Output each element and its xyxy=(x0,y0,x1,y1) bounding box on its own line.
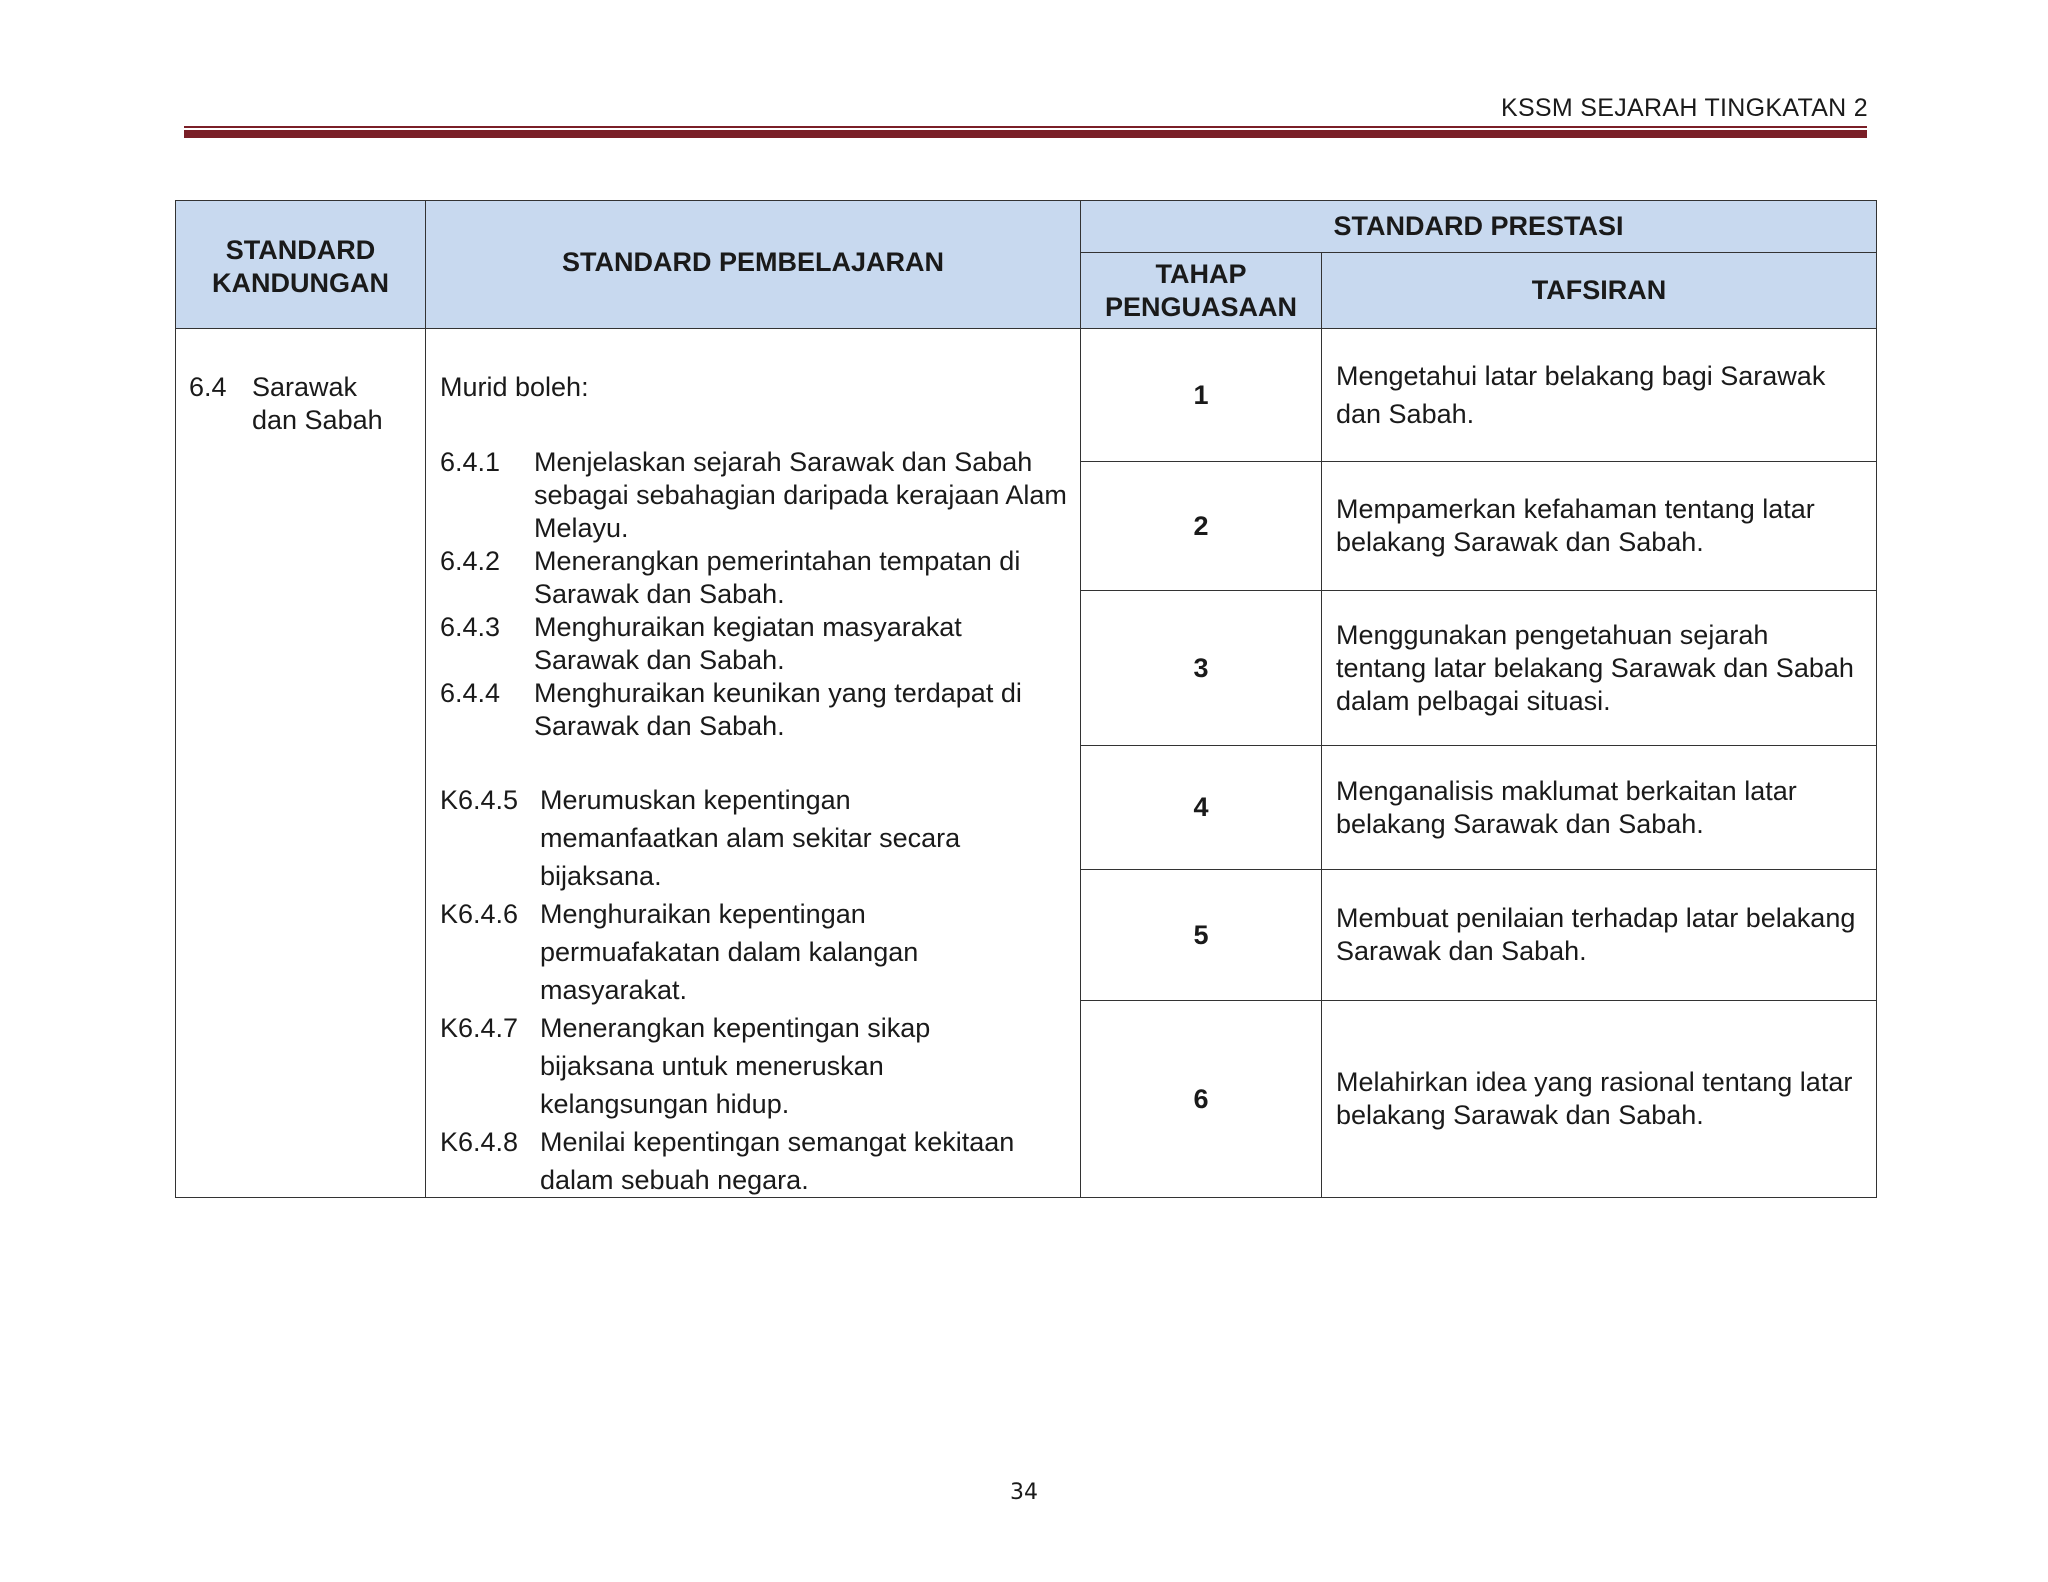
tafsiran-text: Mempamerkan kefahaman tentang latar belakang Sarawak dan Sabah. xyxy=(1336,494,1815,557)
sp-k-item-text: Menerangkan kepentingan sikap bijaksana untuk meneruskan kelangsungan hidup. xyxy=(540,1013,931,1119)
tafsiran-text: Mengetahui latar belakang bagi Sarawak dan Sabah. xyxy=(1336,361,1826,429)
standard-kandungan-title-line1: Sarawak xyxy=(252,372,358,402)
sp-k-item-text: Menghuraikan kepentingan permuafakatan dalam kalangan masyarakat. xyxy=(540,899,919,1005)
tafsiran-text: Melahirkan idea yang rasional tentang latar belakang Sarawak dan Sabah. xyxy=(1336,1067,1853,1130)
level-cell xyxy=(1081,591,1322,746)
tafsiran-cell xyxy=(1322,1001,1876,1197)
header-tafsiran xyxy=(1322,253,1876,329)
header-rule-thin xyxy=(184,126,1867,128)
level-cell xyxy=(1081,462,1322,591)
sp-item xyxy=(440,677,1068,743)
sp-k-item xyxy=(440,1123,1068,1199)
sp-item xyxy=(440,446,1068,545)
header-rule-thick xyxy=(184,130,1867,138)
sp-k-item-text: Merumuskan kepentingan memanfaatkan alam sekitar secara bijaksana. xyxy=(540,785,961,891)
tafsiran-cell xyxy=(1322,329,1876,462)
page-number: 34 xyxy=(1010,1480,1038,1505)
sp-k-item-code: K6.4.7 xyxy=(440,1013,519,1043)
header-standard-pembelajaran xyxy=(426,201,1081,329)
sp-k-item-text: Menilai kepentingan semangat kekitaan dalam sebuah negara. xyxy=(540,1127,1015,1195)
standard-pembelajaran-cell xyxy=(426,329,1081,1197)
standard-kandungan-code: 6.4 xyxy=(189,372,227,402)
level-number: 1 xyxy=(1193,379,1209,410)
sp-item-code: 6.4.4 xyxy=(440,678,501,708)
sp-item-text: Menerangkan pemerintahan tempatan di Sarawak dan Sabah. xyxy=(534,546,1021,609)
level-number: 2 xyxy=(1193,510,1209,541)
sp-item-code: 6.4.2 xyxy=(440,546,501,576)
header-standard-kandungan xyxy=(176,201,426,329)
level-number: 3 xyxy=(1193,652,1209,683)
tafsiran-cell xyxy=(1322,462,1876,591)
tafsiran-text: Menggunakan pengetahuan sejarah tentang latar belakang Sarawak dan Sabah dalam pelbagai situasi. xyxy=(1336,619,1854,716)
tafsiran-text: Membuat penilaian terhadap latar belakang Sarawak dan Sabah. xyxy=(1336,903,1856,966)
header-standard-kandungan-label: STANDARD KANDUNGAN xyxy=(212,234,389,298)
sp-k-item xyxy=(440,1009,1068,1123)
tafsiran-cell xyxy=(1322,870,1876,1001)
tafsiran-cell xyxy=(1322,591,1876,746)
level-cell xyxy=(1081,329,1322,462)
sp-k-item xyxy=(440,781,1068,895)
sp-item-text: Menghuraikan keunikan yang terdapat di Sarawak dan Sabah. xyxy=(534,678,1022,741)
sp-k-item-code: K6.4.6 xyxy=(440,899,519,929)
sp-k-item-code: K6.4.5 xyxy=(440,785,519,815)
level-cell xyxy=(1081,746,1322,870)
sp-item xyxy=(440,545,1068,611)
level-number: 4 xyxy=(1193,792,1209,822)
level-number: 6 xyxy=(1193,1083,1209,1114)
header-tafsiran-label: TAFSIRAN xyxy=(1531,275,1667,305)
tafsiran-text: Menganalisis maklumat berkaitan latar belakang Sarawak dan Sabah. xyxy=(1336,775,1797,839)
header-standard-prestasi-label: STANDARD PRESTASI xyxy=(1333,211,1624,241)
document-header-title: KSSM SEJARAH TINGKATAN 2 xyxy=(1500,94,1868,122)
sp-item-code: 6.4.1 xyxy=(440,447,501,477)
sp-k-item-code: K6.4.8 xyxy=(440,1127,519,1157)
header-tahap-penguasaan-label: TAHAP PENGUASAAN xyxy=(1104,258,1298,322)
sp-item xyxy=(440,611,1068,677)
standards-table xyxy=(175,200,1877,1198)
standard-kandungan-title-line2: dan Sabah xyxy=(252,405,383,435)
standard-kandungan-cell xyxy=(176,329,426,1197)
header-standard-prestasi xyxy=(1081,201,1876,253)
sp-item-text: Menghuraikan kegiatan masyarakat Sarawak dan Sabah. xyxy=(534,612,962,675)
standard-pembelajaran-intro: Murid boleh: xyxy=(440,372,589,402)
sp-k-item xyxy=(440,895,1068,1009)
sp-item-text: Menjelaskan sejarah Sarawak dan Sabah sebagai sebahagian daripada kerajaan Alam Melayu. xyxy=(534,447,1067,543)
level-cell xyxy=(1081,870,1322,1001)
level-cell xyxy=(1081,1001,1322,1197)
level-number: 5 xyxy=(1193,919,1209,950)
header-standard-pembelajaran-label: STANDARD PEMBELAJARAN xyxy=(561,247,944,277)
header-tahap-penguasaan xyxy=(1081,253,1322,329)
tafsiran-cell xyxy=(1322,746,1876,870)
sp-item-code: 6.4.3 xyxy=(440,612,501,642)
